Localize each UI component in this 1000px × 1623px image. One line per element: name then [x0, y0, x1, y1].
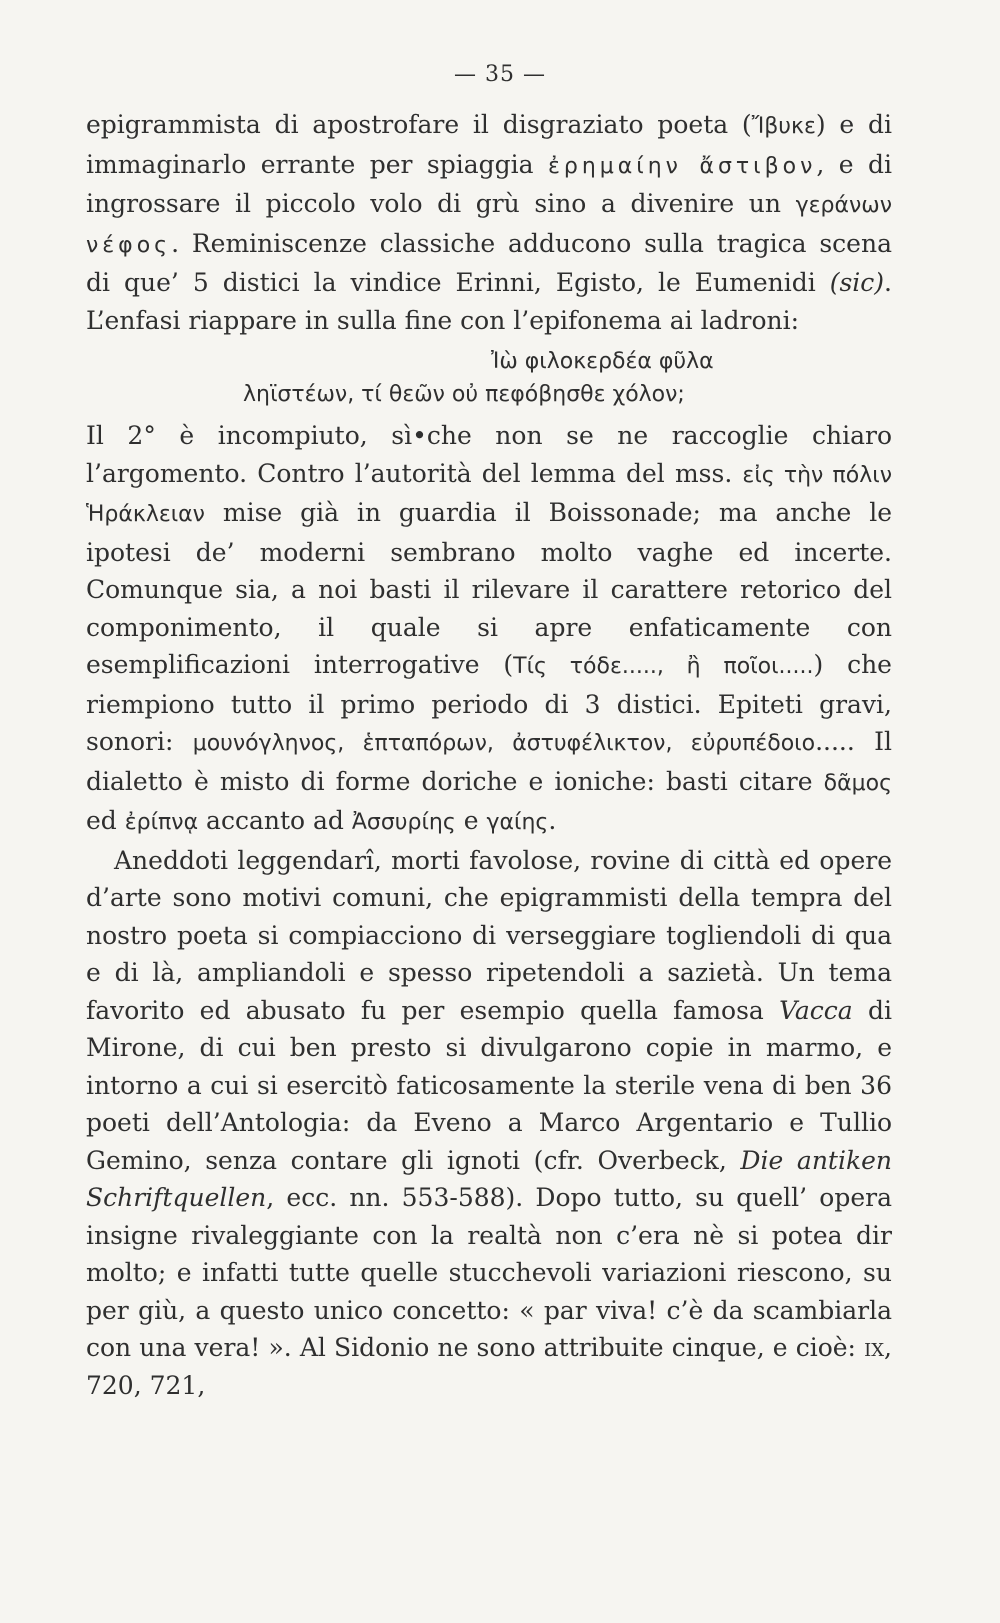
greek-text: Ἴβυκε: [751, 114, 816, 139]
page-number: — 35 —: [454, 62, 546, 87]
text-run: epigrammista di apostrofare il disgraziato poeta (: [86, 110, 752, 139]
text-run: . Reminiscenze classiche adducono sulla tragica scena di que’ 5 distici la vindice Erinni, Egisto, le Eumenidi: [86, 228, 892, 297]
text-run: ..... Il dialetto è misto di forme doriche e ioniche: basti citare: [86, 727, 892, 796]
greek-text: νέφος: [86, 232, 172, 258]
text-run: . L’enfasi riappare in sulla fine con l’epifonema ai ladroni:: [86, 268, 892, 335]
text-run: e: [455, 806, 487, 835]
greek-text: δᾶμος: [823, 770, 892, 796]
page-body: [86, 106, 892, 1404]
verse-quotation: [86, 345, 892, 411]
italic-text: (sic): [829, 268, 885, 297]
text-run: , 720, 721,: [86, 1333, 892, 1400]
text-run: accanto ad: [198, 806, 352, 835]
text-run: mise già in guardia il Boissonade; ma anche le ipotesi de’ moderni sembrano molto vaghe ed incerte. Comunque sia, a noi basti il rilevare il carattere retorico del componimento, il quale si apre enfaticamente con esemplificazioni interrogative (: [86, 498, 892, 679]
greek-text: Τίς τόδε....., ἢ ποῖοι.....: [513, 654, 814, 679]
greek-text: γεράνων: [795, 193, 892, 218]
italic-text: Die antiken Schriftquellen: [86, 1145, 893, 1212]
text-run: ) e di immaginarlo errante per spiaggia: [86, 110, 892, 179]
text-run: Il 2° è incompiuto, sì•che non se ne raccoglie chiaro l’argomento. Contro l’autorità del lemma del mss.: [86, 421, 892, 488]
text-run: , e di ingrossare il piccolo volo di grù sino a divenire un: [86, 149, 892, 218]
body-paragraph: [86, 417, 892, 842]
greek-text: γαίης: [486, 810, 549, 835]
text-run: , ecc. nn. 553-588). Dopo tutto, su quell’ opera insigne rivaleggiante con la realtà non c’era nè si potea dir molto; e infatti tutte quelle stucchevoli variazioni riescono, su per giù, a questo unico concetto: « par viva! c’è da scambiarla con una vera! ». Al Sidonio ne sono attribuite cinque, e cioè:: [86, 1183, 892, 1362]
greek-text: μουνόγληνος, ἑπταπόρων, ἀστυφέλικτον, εὐρυπέδοιο: [192, 731, 816, 756]
italic-text: Vacca: [779, 995, 853, 1025]
verse-line: ληϊστέων, τί θεῶν οὐ πεφόβησθε χόλον;: [243, 382, 685, 407]
text-run: ) che riempiono tutto il primo periodo di 3 distici. Epiteti gravi, sonori:: [86, 650, 892, 756]
greek-text: εἰς τὴν πόλιν Ἡράκλειαν: [86, 462, 893, 527]
text-run: .: [548, 806, 557, 835]
greek-text: ἐρημαίην ἄστιβον: [547, 153, 817, 179]
body-paragraph: [86, 106, 892, 339]
roman-numeral: ix: [864, 1333, 885, 1362]
text-run: Aneddoti leggendarî, morti favolose, rovine di città ed opere d’arte sono motivi comuni, che epigrammisti della tempra del nostro poeta si compiacciono di verseggiare togliendoli di qua e di là, ampliandoli e spesso ripetendoli a sazietà. Un tema favorito ed abusato fu per esempio quella famosa: [86, 845, 892, 1025]
text-run: ed: [86, 806, 125, 835]
greek-text: ἐρίπνᾳ: [124, 810, 199, 835]
verse-line: Ἰὼ φιλοκερδέα φῦλα: [491, 349, 714, 374]
body-paragraph: [86, 842, 892, 1405]
greek-text: Ἀσσυρίης: [351, 810, 456, 835]
text-run: di Mirone, di cui ben presto si divulgarono copie in marmo, e intorno a cui si esercitò faticosamente la sterile vena di ben 36 poeti dell’Antologia: da Eveno a Marco Argentario e Tullio Gemino, senza contare gli ignoti (cfr. Overbeck,: [86, 995, 892, 1175]
